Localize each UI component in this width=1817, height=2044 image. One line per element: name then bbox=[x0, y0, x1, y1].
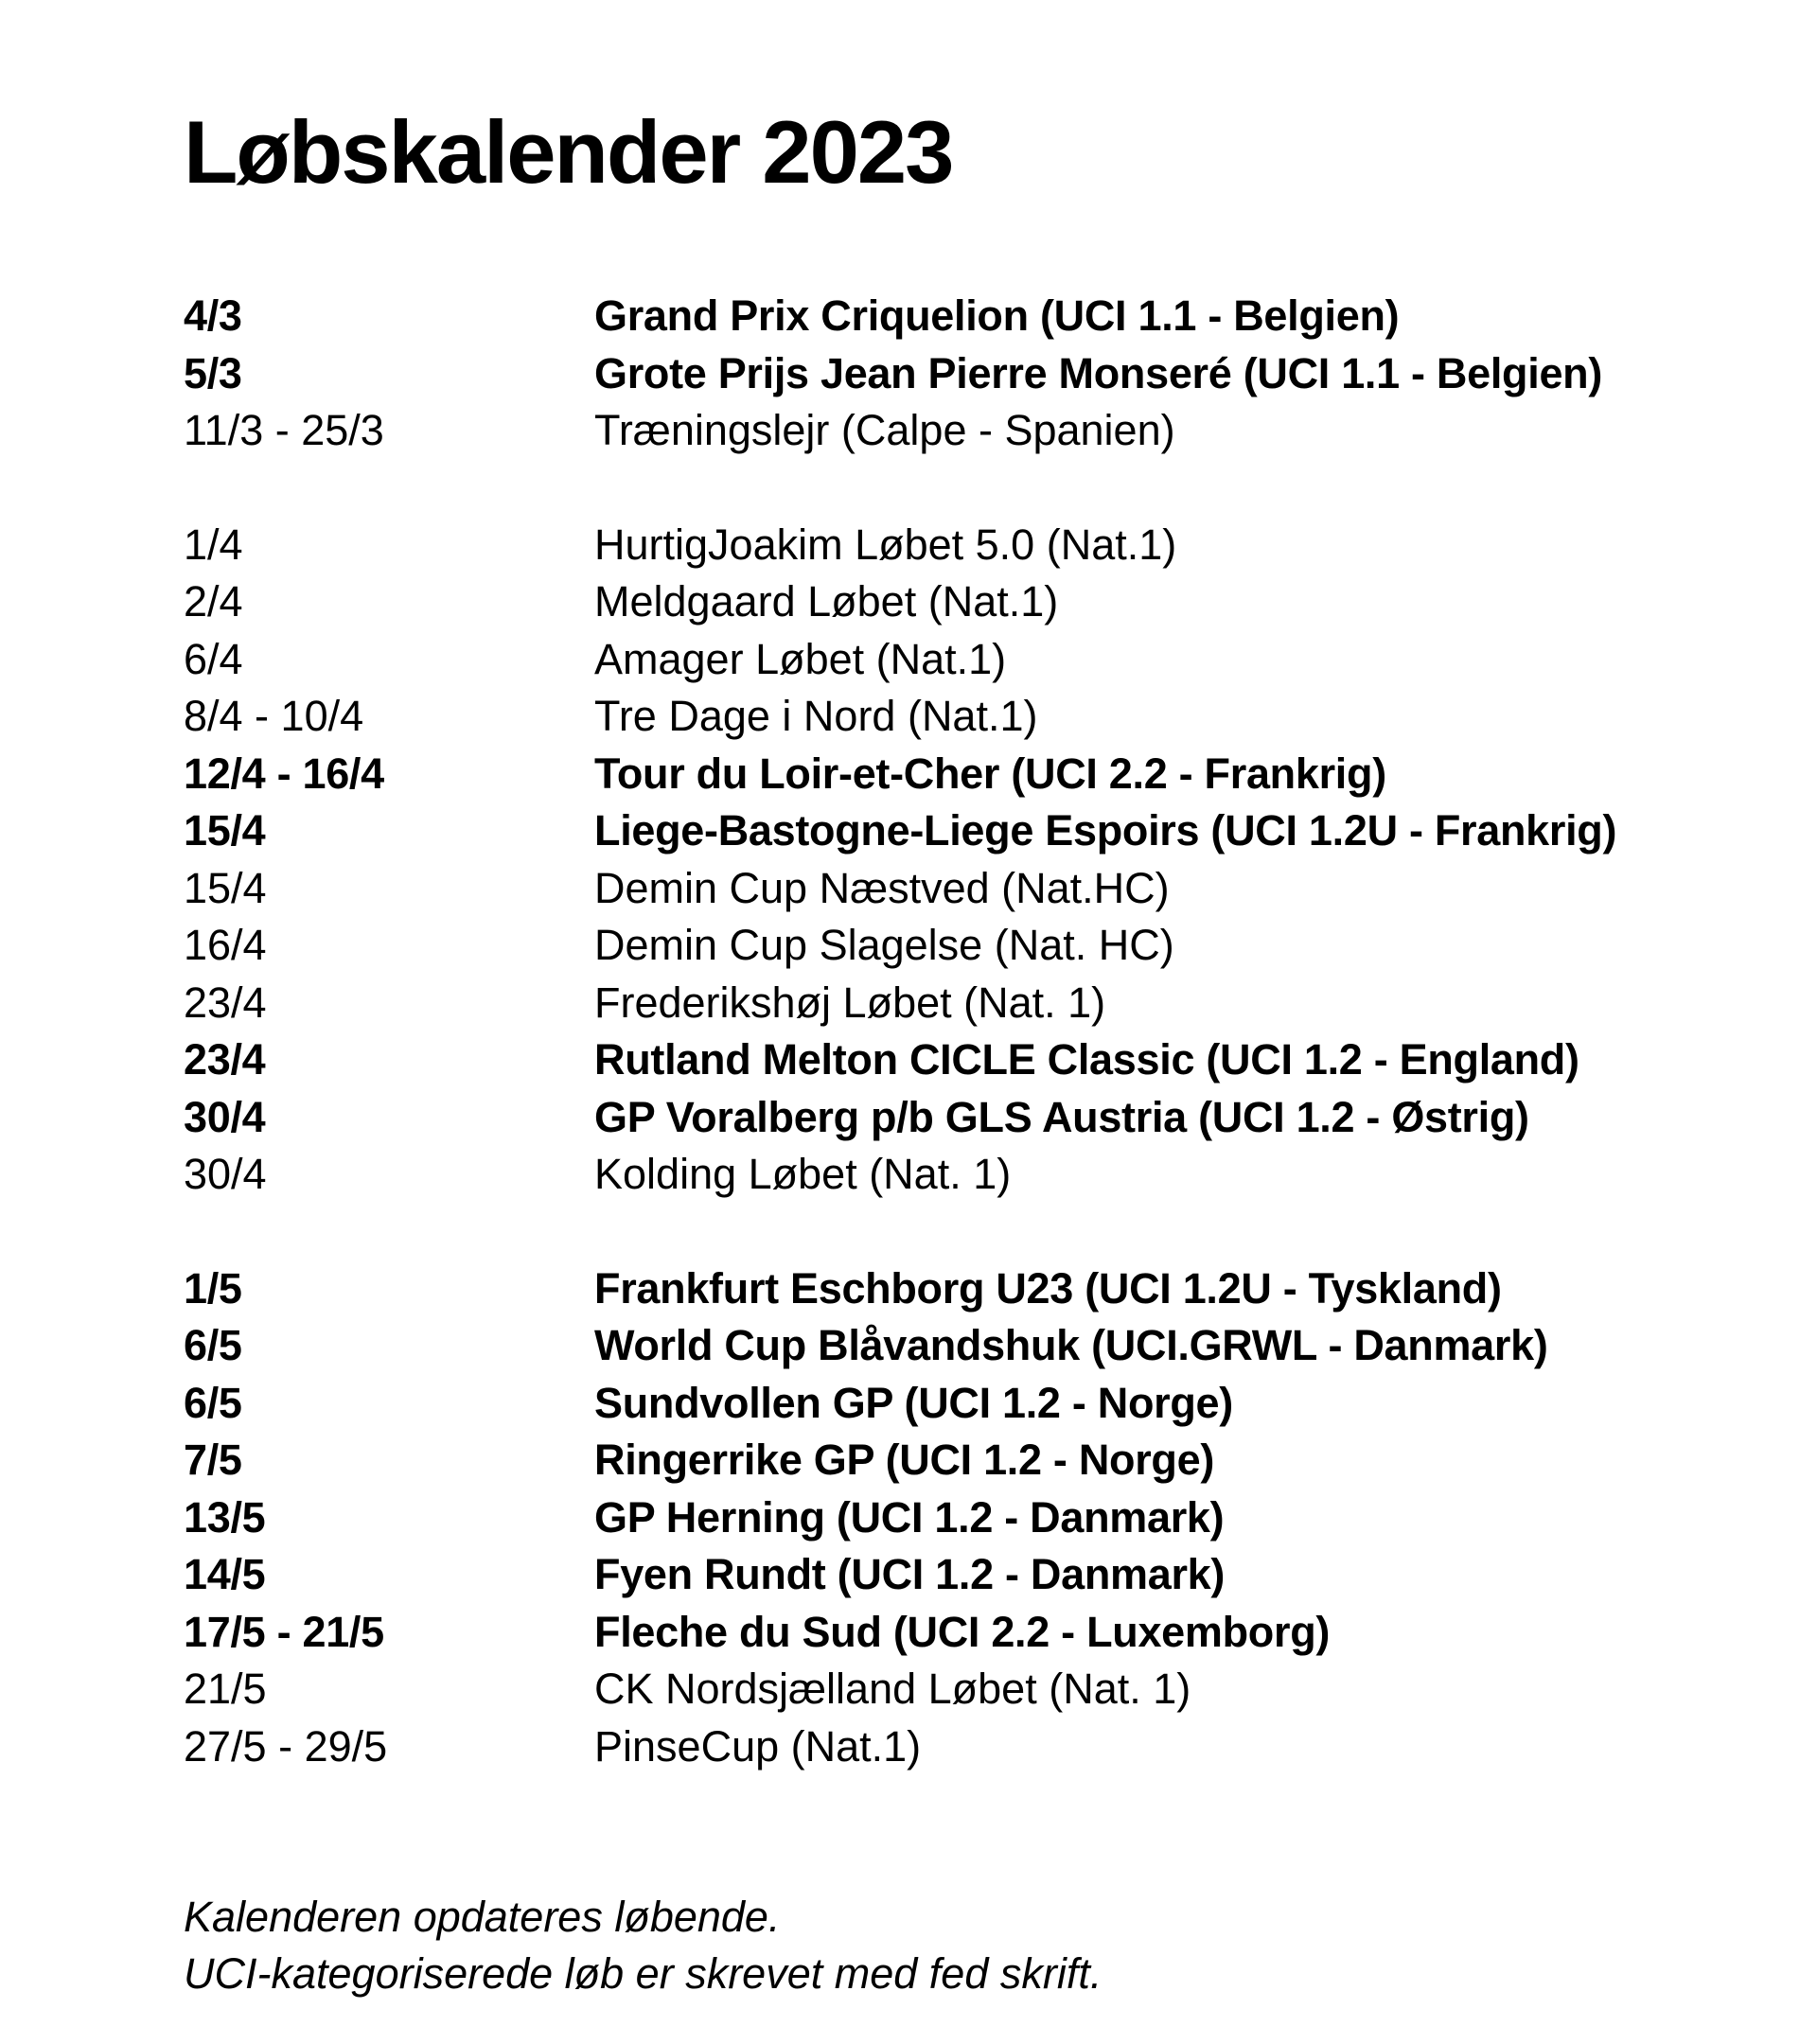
race-date: 30/4 bbox=[184, 1150, 267, 1198]
race-row-uci bbox=[184, 1031, 1792, 1089]
race-row-uci bbox=[184, 1260, 1792, 1318]
race-name: Liege-Bastogne-Liege Espoirs (UCI 1.2U - Frankrig) bbox=[594, 806, 1617, 855]
race-name: Demin Cup Slagelse (Nat. HC) bbox=[594, 921, 1174, 969]
race-row-national bbox=[184, 917, 1792, 975]
race-date: 12/4 - 16/4 bbox=[184, 749, 384, 798]
race-row-uci bbox=[184, 1375, 1792, 1433]
race-row-national bbox=[184, 402, 1792, 460]
race-row-national bbox=[184, 1146, 1792, 1204]
footnote-update-note: Kalenderen opdateres løbende. bbox=[184, 1893, 781, 1941]
race-name: Grand Prix Criquelion (UCI 1.1 - Belgien) bbox=[594, 291, 1400, 340]
race-date: 1/5 bbox=[184, 1263, 242, 1313]
race-name: Fleche du Sud (UCI 2.2 - Luxemborg) bbox=[594, 1607, 1331, 1656]
race-name: Rutland Melton CICLE Classic (UCI 1.2 - England) bbox=[594, 1035, 1579, 1084]
race-name: PinseCup (Nat.1) bbox=[594, 1721, 922, 1771]
race-date: 30/4 bbox=[184, 1092, 266, 1141]
race-row-uci bbox=[184, 1089, 1792, 1147]
race-row-uci bbox=[184, 288, 1792, 345]
calendar-group bbox=[184, 517, 1792, 1204]
race-name: Træningslejr (Calpe - Spanien) bbox=[594, 406, 1175, 454]
race-date: 15/4 bbox=[184, 863, 267, 912]
race-date: 8/4 - 10/4 bbox=[184, 692, 364, 740]
race-date: 21/5 bbox=[184, 1665, 267, 1713]
race-date: 13/5 bbox=[184, 1492, 266, 1542]
race-name: Meldgaard Løbet (Nat.1) bbox=[594, 577, 1059, 626]
footnote-bold-legend: UCI-kategoriserede løb er skrevet med fed skrift. bbox=[184, 1949, 1103, 1998]
race-name: HurtigJoakim Løbet 5.0 (Nat.1) bbox=[594, 520, 1177, 569]
race-name: Fyen Rundt (UCI 1.2 - Danmark) bbox=[594, 1550, 1226, 1598]
race-row-national bbox=[184, 631, 1792, 689]
race-row-national bbox=[184, 975, 1792, 1032]
race-date: 6/5 bbox=[184, 1321, 242, 1369]
race-date: 2/4 bbox=[184, 577, 243, 626]
race-row-national bbox=[184, 688, 1792, 746]
race-date: 7/5 bbox=[184, 1436, 242, 1484]
race-date: 4/3 bbox=[184, 291, 242, 340]
race-row-national bbox=[184, 1661, 1792, 1718]
race-row-uci bbox=[184, 746, 1792, 803]
race-date: 16/4 bbox=[184, 921, 267, 969]
race-date: 1/4 bbox=[184, 520, 243, 569]
race-name: World Cup Blåvandshuk (UCI.GRWL - Danmark) bbox=[594, 1321, 1548, 1369]
race-date: 14/5 bbox=[184, 1550, 266, 1598]
race-date: 15/4 bbox=[184, 806, 266, 855]
race-name: Demin Cup Næstved (Nat.HC) bbox=[594, 863, 1170, 912]
race-date: 6/5 bbox=[184, 1378, 242, 1427]
calendar-group bbox=[184, 1260, 1792, 1776]
race-row-uci bbox=[184, 802, 1792, 860]
race-row-national bbox=[184, 860, 1792, 918]
race-name: Frankfurt Eschborg U23 (UCI 1.2U - Tyskland) bbox=[594, 1263, 1502, 1313]
page-title: Løbskalender 2023 bbox=[184, 102, 953, 202]
race-row-uci bbox=[184, 1546, 1792, 1604]
race-row-uci bbox=[184, 1317, 1792, 1375]
race-name: Sundvollen GP (UCI 1.2 - Norge) bbox=[594, 1378, 1233, 1427]
calendar-group bbox=[184, 288, 1792, 460]
race-name: GP Voralberg p/b GLS Austria (UCI 1.2 - Østrig) bbox=[594, 1092, 1529, 1141]
race-date: 17/5 - 21/5 bbox=[184, 1607, 384, 1656]
race-name: Grote Prijs Jean Pierre Monseré (UCI 1.1 - Belgien) bbox=[594, 348, 1603, 397]
race-date: 11/3 - 25/3 bbox=[184, 406, 384, 454]
race-date: 5/3 bbox=[184, 348, 242, 397]
race-name: Amager Løbet (Nat.1) bbox=[594, 634, 1007, 683]
race-row-national bbox=[184, 517, 1792, 574]
race-date: 6/4 bbox=[184, 634, 243, 683]
race-name: Ringerrike GP (UCI 1.2 - Norge) bbox=[594, 1436, 1215, 1484]
race-row-uci bbox=[184, 345, 1792, 403]
race-name: GP Herning (UCI 1.2 - Danmark) bbox=[594, 1492, 1225, 1542]
race-name: Frederikshøj Løbet (Nat. 1) bbox=[594, 978, 1106, 1027]
race-row-national bbox=[184, 1718, 1792, 1776]
race-calendar-list bbox=[184, 288, 1792, 1832]
footnotes bbox=[184, 1889, 1102, 2002]
race-row-uci bbox=[184, 1604, 1792, 1662]
race-name: Tre Dage i Nord (Nat.1) bbox=[594, 692, 1038, 740]
race-row-uci bbox=[184, 1432, 1792, 1489]
race-name: CK Nordsjælland Løbet (Nat. 1) bbox=[594, 1665, 1191, 1713]
race-row-uci bbox=[184, 1489, 1792, 1547]
race-date: 23/4 bbox=[184, 1035, 266, 1084]
race-name: Kolding Løbet (Nat. 1) bbox=[594, 1150, 1012, 1198]
race-row-national bbox=[184, 573, 1792, 631]
race-name: Tour du Loir-et-Cher (UCI 2.2 - Frankrig) bbox=[594, 749, 1386, 798]
race-date: 27/5 - 29/5 bbox=[184, 1721, 388, 1771]
race-date: 23/4 bbox=[184, 978, 267, 1027]
